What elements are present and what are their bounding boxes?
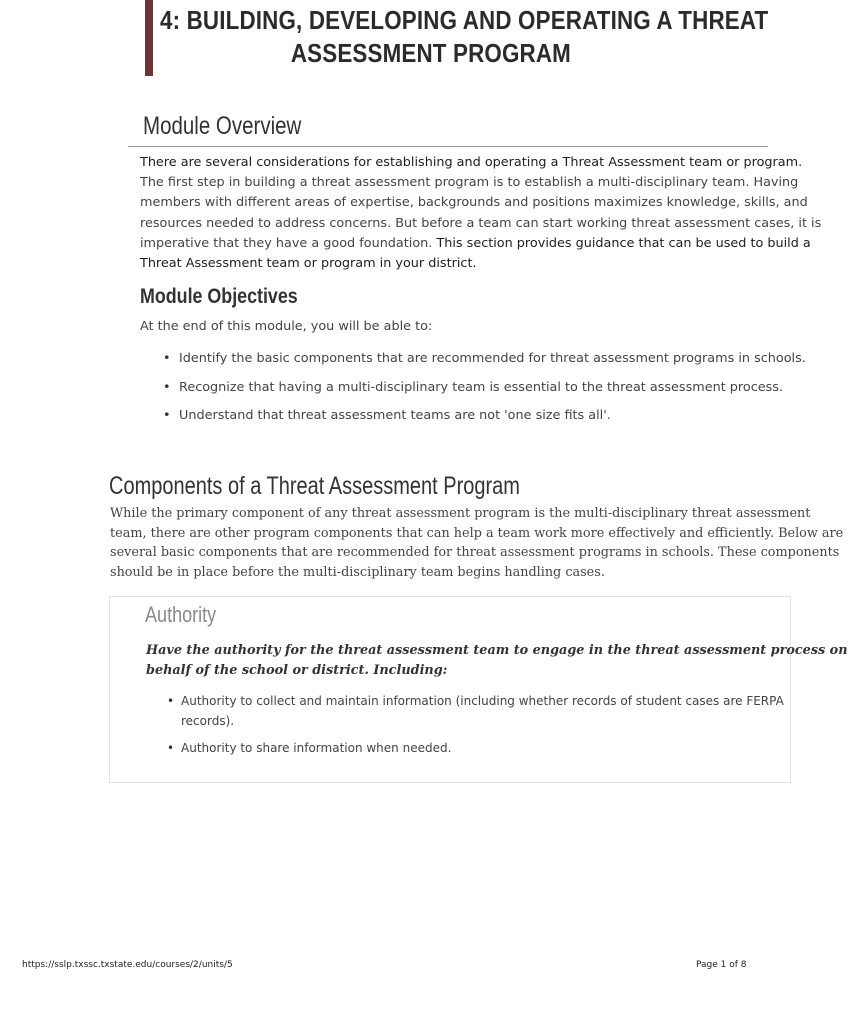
- authority-lead: [146, 641, 848, 681]
- authority-item-line: • Authority to share information when needed.: [181, 741, 452, 755]
- title-accent-bar: [145, 0, 153, 76]
- authority-list: [146, 692, 784, 759]
- components-line: should be in place before the multi-disciplinary team begins handling cases.: [110, 565, 605, 581]
- overview-line-part: imperative that they have a good foundation.: [140, 235, 433, 251]
- authority-heading: Authority: [145, 602, 217, 627]
- module-objectives-heading: Module Objectives: [140, 285, 298, 308]
- authority-lead-line: Have the authority for the threat assessment team to engage in the threat assessment process on: [146, 643, 848, 658]
- components-line: team, there are other program components that can help a team work more effectively and efficiently. Below are: [110, 525, 844, 541]
- module-overview-text: [140, 153, 822, 274]
- page-title-line-2: ASSESSMENT PROGRAM: [290, 38, 571, 68]
- objective-item: • Understand that threat assessment teams are not 'one size fits all'.: [140, 407, 806, 436]
- footer-url: https://sslp.txssc.txstate.edu/courses/2/units/5: [22, 960, 233, 970]
- components-heading: Components of a Threat Assessment Program: [109, 472, 520, 500]
- overview-line: The first step in building a threat assessment program is to establish a multi-disciplinary team. Having: [140, 175, 799, 191]
- authority-item: [146, 692, 784, 731]
- page-title-line-1: 4: BUILDING, DEVELOPING AND OPERATING A THREAT: [160, 5, 769, 35]
- overview-line: members with different areas of expertise, backgrounds and positions maximizes knowledge, skills, and: [140, 195, 808, 211]
- objective-item: • Identify the basic components that are recommended for threat assessment programs in schools.: [140, 350, 806, 379]
- overview-line-mixed: [140, 234, 811, 254]
- components-line: several basic components that are recommended for threat assessment programs in schools. These components: [110, 545, 840, 561]
- authority-item: [146, 739, 784, 759]
- module-overview-heading: Module Overview: [143, 112, 302, 140]
- overview-divider: [128, 146, 768, 147]
- objectives-intro: At the end of this module, you will be able to:: [140, 319, 433, 334]
- authority-lead-line: behalf of the school or district. Including:: [146, 663, 448, 678]
- authority-item-line: • Authority to collect and maintain information (including whether records of student cases are FERPA: [181, 694, 784, 708]
- footer-page-number: Page 1 of 8: [696, 960, 747, 970]
- components-line: While the primary component of any threat assessment program is the multi-disciplinary threat assessment: [110, 506, 811, 521]
- overview-line: There are several considerations for establishing and operating a Threat Assessment team or program.: [140, 155, 803, 170]
- overview-line: resources needed to address concerns. But before a team can start working threat assessment cases, it is: [140, 215, 822, 231]
- overview-line: Threat Assessment team or program in your district.: [140, 256, 477, 272]
- page-title: [160, 4, 769, 70]
- authority-card: [109, 596, 848, 783]
- components-text: [110, 504, 844, 583]
- overview-line-part: This section provides guidance that can be used to build a: [436, 235, 811, 251]
- authority-item-line: records).: [181, 713, 235, 728]
- objectives-list: [140, 350, 806, 436]
- objective-item: • Recognize that having a multi-disciplinary team is essential to the threat assessment process.: [140, 379, 806, 408]
